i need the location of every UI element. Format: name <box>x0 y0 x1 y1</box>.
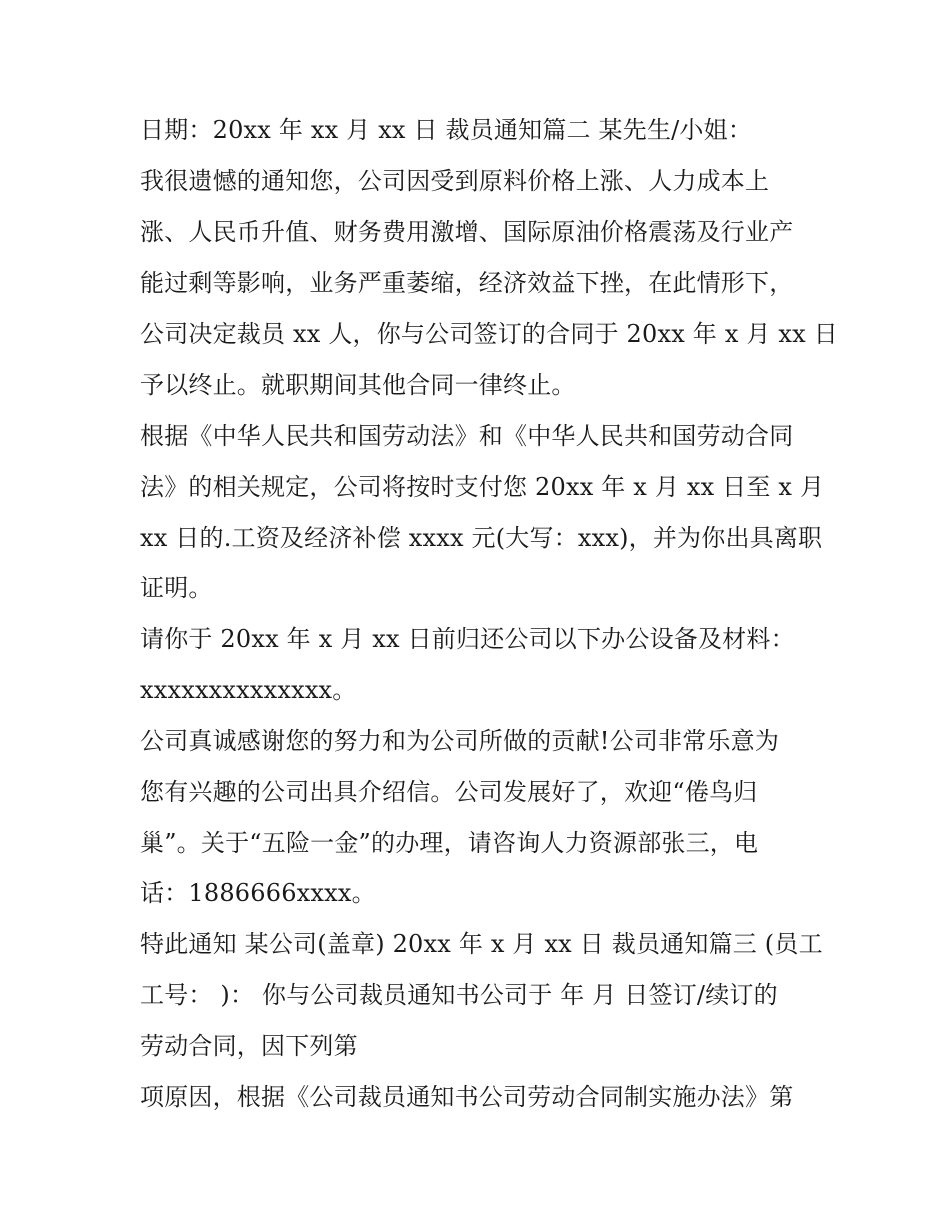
text-line: 特此通知 某公司(盖章) 20xx 年 x 月 xx 日 裁员通知篇三 (员工 <box>140 930 823 958</box>
text-line: 予以终止。就职期间其他合同一律终止。 <box>140 371 576 399</box>
text-line: 巢”。关于“五险一金”的办理，请咨询人力资源部张三，电 <box>140 829 759 857</box>
text-line: 根据《中华人民共和国劳动法》和《中华人民共和国劳动合同 <box>140 422 794 450</box>
text-line: xxxxxxxxxxxxxx。 <box>140 676 357 704</box>
text-line: 话：1886666xxxx。 <box>140 879 376 907</box>
text-line: 法》的相关规定，公司将按时支付您 20xx 年 x 月 xx 日至 x 月 <box>140 473 825 501</box>
text-line: 您有兴趣的公司出具介绍信。公司发展好了，欢迎“倦鸟归 <box>140 778 758 806</box>
text-line: 请你于 20xx 年 x 月 xx 日前归还公司以下办公设备及材料： <box>140 625 795 653</box>
text-line: 劳动合同，因下列第 <box>140 1032 358 1060</box>
text-line: 涨、人民币升值、财务费用激增、国际原油价格震荡及行业产 <box>140 218 794 246</box>
text-line: 证明。 <box>140 574 213 602</box>
text-line: 公司决定裁员 xx 人，你与公司签订的合同于 20xx 年 x 月 xx 日 <box>140 320 838 348</box>
text-line: 工号： )： 你与公司裁员通知书公司于 年 月 日签订/续订的 <box>140 981 778 1009</box>
text-line: 公司真诚感谢您的努力和为公司所做的贡献!公司非常乐意为 <box>140 727 780 755</box>
text-line: 我很遗憾的通知您，公司因受到原料价格上涨、人力成本上 <box>140 167 770 195</box>
text-line: 项原因，根据《公司裁员通知书公司劳动合同制实施办法》第 <box>140 1083 794 1111</box>
text-line: 能过剩等影响，业务严重萎缩，经济效益下挫，在此情形下， <box>140 269 794 297</box>
text-line: xx 日的.工资及经济补偿 xxxx 元(大写：xxx)，并为你出具离职 <box>140 524 823 552</box>
text-line: 日期：20xx 年 xx 月 xx 日 裁员通知篇二 某先生/小姐： <box>140 116 753 144</box>
